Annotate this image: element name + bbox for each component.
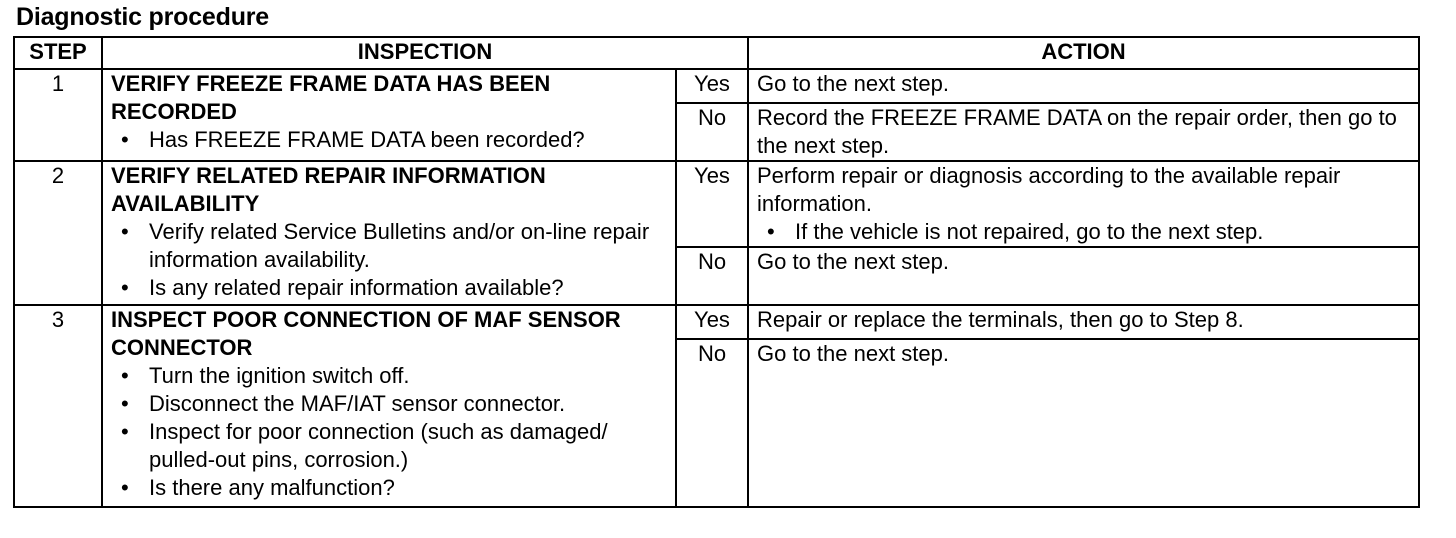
no-action (748, 103, 1419, 161)
list-item: • Has FREEZE FRAME DATA been recorded? (111, 126, 667, 154)
no-action (748, 247, 1419, 305)
no-action (748, 339, 1419, 507)
table-row (14, 161, 1419, 247)
list-item: • Verify related Service Bulletins and/or on-line repair information availability. (111, 218, 667, 274)
yes-action (748, 305, 1419, 339)
yes-action (748, 161, 1419, 247)
step-number: 3 (14, 305, 102, 507)
table-row (14, 69, 1419, 103)
no-label: No (676, 339, 748, 507)
list-item: • Turn the ignition switch off. (111, 362, 667, 390)
list-item: • Inspect for poor connection (such as damaged/ pulled-out pins, corrosion.) (111, 418, 667, 474)
yes-label: Yes (676, 305, 748, 339)
action-text: Go to the next step. (757, 341, 950, 366)
inspection-cell (102, 305, 676, 507)
yes-action (748, 69, 1419, 103)
action-text: Go to the next step. (757, 71, 950, 96)
table-header-row (14, 37, 1419, 69)
inspection-bullets (111, 362, 667, 502)
action-text: Go to the next step. (757, 249, 950, 274)
step-number: 1 (14, 69, 102, 161)
header-inspection: INSPECTION (102, 37, 748, 69)
inspection-heading: VERIFY FREEZE FRAME DATA HAS BEEN RECORDED (111, 71, 551, 124)
inspection-heading: VERIFY RELATED REPAIR INFORMATION AVAILABILITY (111, 163, 546, 216)
no-label: No (676, 103, 748, 161)
list-item: • Is any related repair information available? (111, 274, 667, 302)
no-label: No (676, 247, 748, 305)
list-item: • If the vehicle is not repaired, go to the next step. (757, 218, 1410, 246)
action-text: Record the FREEZE FRAME DATA on the repair order, then go to the next step. (757, 105, 1397, 158)
inspection-cell (102, 161, 676, 305)
list-item: • Disconnect the MAF/IAT sensor connector. (111, 390, 667, 418)
action-text: Perform repair or diagnosis according to the available repair information. (757, 163, 1341, 216)
list-item: • Is there any malfunction? (111, 474, 667, 502)
inspection-cell (102, 69, 676, 161)
diagnostic-procedure-table (13, 36, 1420, 508)
step-number: 2 (14, 161, 102, 305)
yes-label: Yes (676, 69, 748, 103)
inspection-bullets (111, 218, 667, 302)
inspection-heading: INSPECT POOR CONNECTION OF MAF SENSOR CONNECTOR (111, 307, 621, 360)
action-text: Repair or replace the terminals, then go to Step 8. (757, 307, 1244, 332)
inspection-bullets (111, 126, 667, 154)
table-row (14, 305, 1419, 339)
yes-label: Yes (676, 161, 748, 247)
header-step: STEP (14, 37, 102, 69)
header-action: ACTION (748, 37, 1419, 69)
page-title: Diagnostic procedure (16, 3, 269, 31)
action-bullets (757, 218, 1410, 246)
